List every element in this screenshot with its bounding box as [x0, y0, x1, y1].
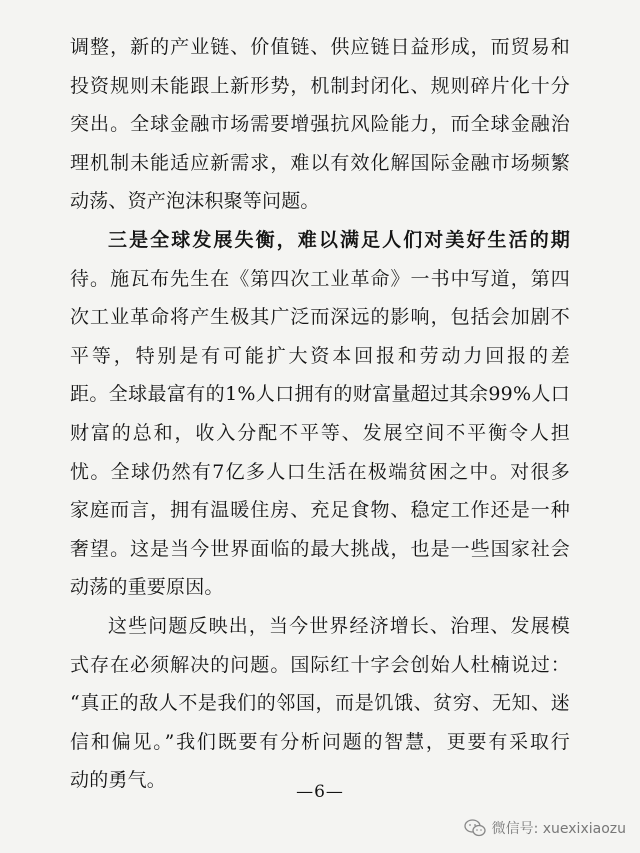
text-line: 调整，新的产业链、价值链、供应链日益形成，而贸易和: [70, 36, 570, 58]
text-line: 这些问题反映出，当今世界经济增长、治理、发展模: [108, 614, 570, 637]
text-line: 奢望。这是当今世界面临的最大挑战，也是一些国家社会: [70, 537, 570, 560]
watermark-text: 微信号: xuexixiaozu: [491, 821, 626, 837]
text-line: 动的勇气。: [70, 769, 167, 792]
text-line: 式存在必须解决的问题。国际红十字会创始人杜楠说过：: [70, 653, 570, 676]
text-line: 动荡的重要原因。: [70, 576, 224, 599]
text-line: 距。全球最富有的1%人口拥有的财富量超过其余99%人口: [70, 383, 570, 406]
text-line: 待。施瓦布先生在《第四次工业革命》一书中写道，第四: [70, 267, 570, 290]
text-line: 平等，特别是有可能扩大资本回报和劳动力回报的差: [70, 344, 570, 367]
text-line: 财富的总和，收入分配不平等、发展空间不平衡令人担: [70, 421, 570, 444]
wechat-icon: [464, 819, 486, 837]
text-line: 信和偏见。”我们既要有分析问题的智慧，更要有采取行: [70, 730, 570, 753]
text-line: 理机制未能适应新需求，难以有效化解国际金融市场频繁: [70, 151, 570, 174]
document-body: [70, 38, 570, 810]
text-line: “真正的敌人不是我们的邻国，而是饥饿、贫穷、无知、迷: [70, 692, 570, 715]
text-line: 突出。全球金融市场需要增强抗风险能力，而全球金融治: [70, 113, 570, 136]
text-line: 家庭而言，拥有温暖住房、充足食物、稳定工作还是一种: [70, 499, 570, 522]
text-line: 动荡、资产泡沫积聚等问题。: [70, 190, 320, 213]
page-number: —6—: [296, 782, 344, 802]
watermark: [464, 817, 626, 839]
text-line: 三是全球发展失衡，难以满足人们对美好生活的期: [108, 228, 570, 251]
text-line: 次工业革命将产生极其广泛而深远的影响，包括会加剧不: [70, 306, 570, 329]
text-line: 忧。全球仍然有7亿多人口生活在极端贫困之中。对很多: [70, 460, 570, 483]
text-line: 投资规则未能跟上新形势，机制封闭化、规则碎片化十分: [70, 74, 570, 97]
